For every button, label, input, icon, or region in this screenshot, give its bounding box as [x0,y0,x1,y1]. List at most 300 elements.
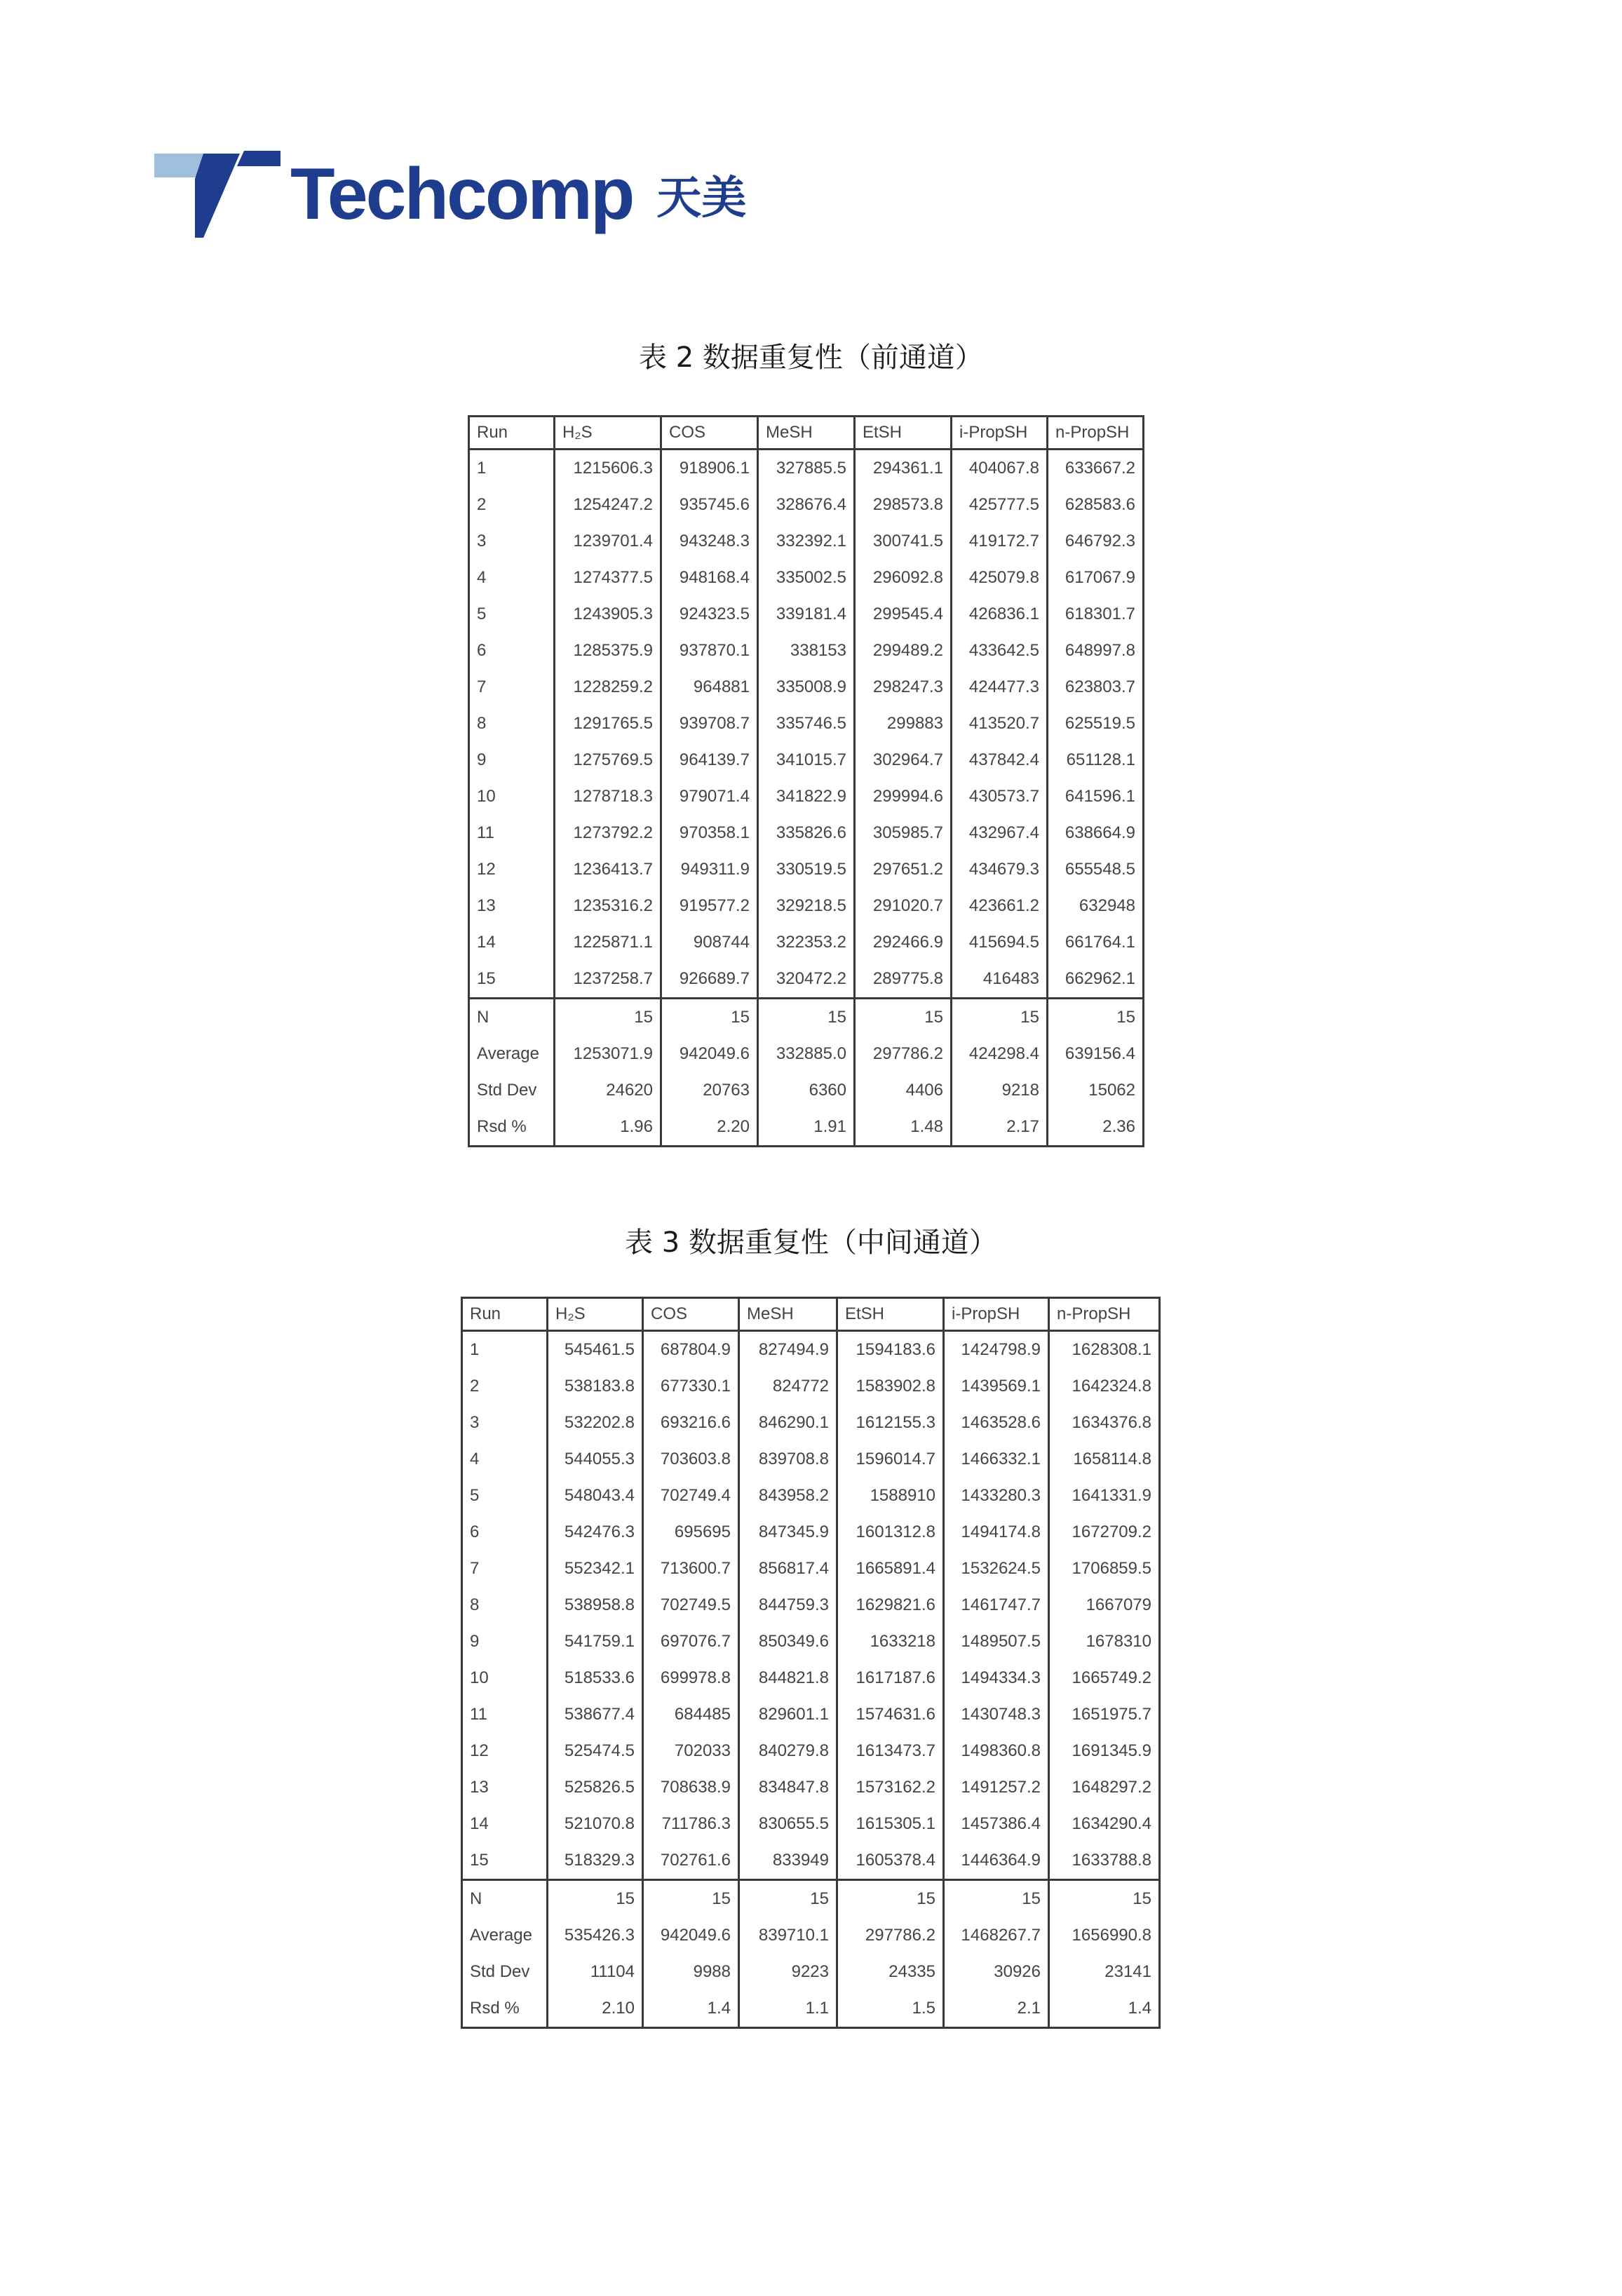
row-label-cell: 12 [462,1733,548,1769]
table-cell: 433642.5 [952,633,1048,669]
table-cell: 1228259.2 [555,669,661,705]
table-cell: 1439569.1 [944,1368,1049,1405]
table-row [462,1587,1160,1623]
table-cell: 300741.5 [855,523,952,560]
table-cell: 702749.5 [643,1587,739,1623]
table-cell: 942049.6 [661,1036,758,1072]
table-cell: 829601.1 [739,1696,837,1733]
table-cell: 641596.1 [1048,778,1144,815]
table-cell: 1491257.2 [944,1769,1049,1806]
table-cell: 1275769.5 [555,742,661,778]
table-cell: 302964.7 [855,742,952,778]
table-cell: 335002.5 [758,560,855,596]
table-cell: 1291765.5 [555,705,661,742]
table-cell: 1243905.3 [555,596,661,633]
table-cell: 416483 [952,961,1048,999]
table-cell: 1628308.1 [1049,1331,1160,1369]
table-cell: 2.1 [944,1990,1049,2028]
table-cell: 1253071.9 [555,1036,661,1072]
table-cell: 1651975.7 [1049,1696,1160,1733]
table-cell: 423661.2 [952,888,1048,924]
table-cell: 424477.3 [952,669,1048,705]
table-cell: 617067.9 [1048,560,1144,596]
table-cell: 1658114.8 [1049,1441,1160,1478]
table-row [462,1514,1160,1551]
row-label-cell: 13 [469,888,555,924]
table-cell: 518533.6 [548,1660,643,1696]
table-cell: 839708.8 [739,1441,837,1478]
table-cell: 15 [944,1880,1049,1918]
table-cell: 518329.3 [548,1842,643,1880]
table-cell: 544055.3 [548,1441,643,1478]
table-cell: 15 [1049,1880,1160,1918]
row-label-cell: N [469,999,555,1036]
row-label-cell: Rsd % [462,1990,548,2028]
table-cell: 339181.4 [758,596,855,633]
table-cell: 2.20 [661,1109,758,1147]
table-cell: 844759.3 [739,1587,837,1623]
table-cell: 15 [1048,999,1144,1036]
table-cell: 1588910 [837,1478,944,1514]
column-header: i-PropSH [952,417,1048,450]
table-cell: 542476.3 [548,1514,643,1551]
table-cell: 1239701.4 [555,523,661,560]
table-cell: 846290.1 [739,1405,837,1441]
row-label-cell: 11 [469,815,555,851]
table-cell: 1633218 [837,1623,944,1660]
table-cell: 297786.2 [837,1917,944,1954]
table-cell: 1617187.6 [837,1660,944,1696]
table-cell: 425079.8 [952,560,1048,596]
table-cell: 935745.6 [661,487,758,523]
techcomp-logo-icon [154,151,281,238]
row-label-cell: Std Dev [462,1954,548,1990]
table-cell: 919577.2 [661,888,758,924]
table-row [469,487,1144,523]
table-row [462,1478,1160,1514]
table-cell: 15 [548,1880,643,1918]
table-cell: 834847.8 [739,1769,837,1806]
table-cell: 2.36 [1048,1109,1144,1147]
table-cell: 299545.4 [855,596,952,633]
table3 [461,1297,1161,2029]
stats-row [469,1036,1144,1072]
table-cell: 1678310 [1049,1623,1160,1660]
table-cell: 833949 [739,1842,837,1880]
table-cell: 15062 [1048,1072,1144,1109]
table-cell: 618301.7 [1048,596,1144,633]
table-cell: 702033 [643,1733,739,1769]
table-row [462,1441,1160,1478]
table-cell: 633667.2 [1048,450,1144,487]
table-row [469,961,1144,999]
table-cell: 341822.9 [758,778,855,815]
table-cell: 1463528.6 [944,1405,1049,1441]
table-row [469,560,1144,596]
table-row [469,669,1144,705]
table-cell: 1629821.6 [837,1587,944,1623]
table-cell: 9223 [739,1954,837,1990]
column-header: MeSH [758,417,855,450]
table-cell: 638664.9 [1048,815,1144,851]
row-label-cell: 9 [462,1623,548,1660]
row-label-cell: 7 [462,1551,548,1587]
table-cell: 847345.9 [739,1514,837,1551]
column-header: COS [661,417,758,450]
table-cell: 827494.9 [739,1331,837,1369]
stats-row [469,999,1144,1036]
row-label-cell: 3 [462,1405,548,1441]
table-cell: 538677.4 [548,1696,643,1733]
table-cell: 1274377.5 [555,560,661,596]
table-cell: 298247.3 [855,669,952,705]
table-cell: 305985.7 [855,815,952,851]
table-cell: 949311.9 [661,851,758,888]
table-cell: 1615305.1 [837,1806,944,1842]
row-label-cell: 3 [469,523,555,560]
table-cell: 830655.5 [739,1806,837,1842]
table-cell: 625519.5 [1048,705,1144,742]
table-row [462,1660,1160,1696]
table-cell: 1468267.7 [944,1917,1049,1954]
column-header: i-PropSH [944,1298,1049,1331]
table-cell: 548043.4 [548,1478,643,1514]
table-cell: 545461.5 [548,1331,643,1369]
table-cell: 538183.8 [548,1368,643,1405]
table-cell: 2.10 [548,1990,643,2028]
table-cell: 335746.5 [758,705,855,742]
table-row [469,888,1144,924]
table-cell: 415694.5 [952,924,1048,961]
stats-row [469,1072,1144,1109]
table-cell: 1656990.8 [1049,1917,1160,1954]
table-cell: 299994.6 [855,778,952,815]
table-cell: 1594183.6 [837,1331,944,1369]
table-cell: 918906.1 [661,450,758,487]
table-row [469,742,1144,778]
table-cell: 541759.1 [548,1623,643,1660]
table-cell: 1446364.9 [944,1842,1049,1880]
table-cell: 824772 [739,1368,837,1405]
table-cell: 702749.4 [643,1478,739,1514]
row-label-cell: 4 [462,1441,548,1478]
table-cell: 1.5 [837,1990,944,2028]
table-cell: 292466.9 [855,924,952,961]
logo-brand-text: Techcomp [290,153,633,235]
table-cell: 289775.8 [855,961,952,999]
table-cell: 327885.5 [758,450,855,487]
table-cell: 15 [661,999,758,1036]
table-row [469,924,1144,961]
table-cell: 330519.5 [758,851,855,888]
row-label-cell: 1 [462,1331,548,1369]
table-cell: 1424798.9 [944,1331,1049,1369]
table-cell: 1706859.5 [1049,1551,1160,1587]
stats-row [462,1917,1160,1954]
table-cell: 1236413.7 [555,851,661,888]
table-cell: 335826.6 [758,815,855,851]
row-label-cell: 7 [469,669,555,705]
table-cell: 1613473.7 [837,1733,944,1769]
table-cell: 693216.6 [643,1405,739,1441]
table-row [469,596,1144,633]
table-cell: 651128.1 [1048,742,1144,778]
row-label-cell: 4 [469,560,555,596]
table-cell: 697076.7 [643,1623,739,1660]
table-cell: 924323.5 [661,596,758,633]
table-row [462,1405,1160,1441]
table-cell: 1254247.2 [555,487,661,523]
table-cell: 1648297.2 [1049,1769,1160,1806]
table-cell: 430573.7 [952,778,1048,815]
table-cell: 291020.7 [855,888,952,924]
table-row [462,1331,1160,1369]
table-cell: 426836.1 [952,596,1048,633]
table-cell: 970358.1 [661,815,758,851]
table-cell: 1235316.2 [555,888,661,924]
table-cell: 419172.7 [952,523,1048,560]
table-cell: 1278718.3 [555,778,661,815]
table-cell: 684485 [643,1696,739,1733]
stats-row [462,1880,1160,1918]
table-cell: 1573162.2 [837,1769,944,1806]
row-label-cell: 2 [469,487,555,523]
table-cell: 939708.7 [661,705,758,742]
table-cell: 632948 [1048,888,1144,924]
table-row [462,1769,1160,1806]
table-cell: 711786.3 [643,1806,739,1842]
table-cell: 623803.7 [1048,669,1144,705]
table-cell: 525826.5 [548,1769,643,1806]
table-cell: 434679.3 [952,851,1048,888]
column-header: COS [643,1298,739,1331]
table-cell: 661764.1 [1048,924,1144,961]
table-cell: 839710.1 [739,1917,837,1954]
table-cell: 338153 [758,633,855,669]
table-cell: 329218.5 [758,888,855,924]
row-label-cell: N [462,1880,548,1918]
table2 [468,415,1144,1147]
table-cell: 1.1 [739,1990,837,2028]
table-cell: 840279.8 [739,1733,837,1769]
table-cell: 1634290.4 [1049,1806,1160,1842]
table-cell: 15 [855,999,952,1036]
table-cell: 4406 [855,1072,952,1109]
stats-row [469,1109,1144,1147]
table-cell: 1466332.1 [944,1441,1049,1478]
row-label-cell: 6 [462,1514,548,1551]
table-cell: 964881 [661,669,758,705]
row-label-cell: 2 [462,1368,548,1405]
table-cell: 1642324.8 [1049,1368,1160,1405]
table2-caption: 表 2 数据重复性（前通道） [639,342,983,374]
table-header-row [462,1298,1160,1331]
table-cell: 15 [739,1880,837,1918]
table-cell: 856817.4 [739,1551,837,1587]
table-row [469,815,1144,851]
table-cell: 6360 [758,1072,855,1109]
table-cell: 332392.1 [758,523,855,560]
table-cell: 1532624.5 [944,1551,1049,1587]
table-cell: 322353.2 [758,924,855,961]
column-header: H₂S [548,1298,643,1331]
table-cell: 1.48 [855,1109,952,1147]
table-cell: 1461747.7 [944,1587,1049,1623]
table-cell: 1285375.9 [555,633,661,669]
table-row [469,778,1144,815]
table-cell: 942049.6 [643,1917,739,1954]
table-cell: 2.17 [952,1109,1048,1147]
table-cell: 535426.3 [548,1917,643,1954]
table-row [462,1806,1160,1842]
table-cell: 1672709.2 [1049,1514,1160,1551]
table-cell: 294361.1 [855,450,952,487]
table-cell: 1.96 [555,1109,661,1147]
table-cell: 1237258.7 [555,961,661,999]
table-cell: 662962.1 [1048,961,1144,999]
table-cell: 296092.8 [855,560,952,596]
table-cell: 20763 [661,1072,758,1109]
table-cell: 1430748.3 [944,1696,1049,1733]
table-cell: 15 [952,999,1048,1036]
table-cell: 24620 [555,1072,661,1109]
table-cell: 1273792.2 [555,815,661,851]
row-label-cell: 5 [469,596,555,633]
table-cell: 1.4 [643,1990,739,2028]
row-label-cell: 14 [462,1806,548,1842]
table-row [469,705,1144,742]
table-cell: 648997.8 [1048,633,1144,669]
table-cell: 948168.4 [661,560,758,596]
table-header-row [469,417,1144,450]
table-cell: 437842.4 [952,742,1048,778]
table-cell: 1215606.3 [555,450,661,487]
table-row [469,450,1144,487]
column-header: Run [462,1298,548,1331]
table-cell: 695695 [643,1514,739,1551]
row-label-cell: 1 [469,450,555,487]
table-cell: 1612155.3 [837,1405,944,1441]
table-cell: 413520.7 [952,705,1048,742]
column-header: EtSH [855,417,952,450]
table-row [462,1696,1160,1733]
table-cell: 1498360.8 [944,1733,1049,1769]
table-cell: 1641331.9 [1049,1478,1160,1514]
row-label-cell: 15 [469,961,555,999]
table-cell: 299489.2 [855,633,952,669]
table-cell: 926689.7 [661,961,758,999]
table-cell: 937870.1 [661,633,758,669]
table-cell: 335008.9 [758,669,855,705]
table-cell: 1634376.8 [1049,1405,1160,1441]
table-cell: 1596014.7 [837,1441,944,1478]
table-cell: 628583.6 [1048,487,1144,523]
table-cell: 538958.8 [548,1587,643,1623]
logo-chinese-text: 天美 [656,173,747,224]
table-cell: 908744 [661,924,758,961]
table-cell: 844821.8 [739,1660,837,1696]
table-cell: 424298.4 [952,1036,1048,1072]
table-cell: 713600.7 [643,1551,739,1587]
table-cell: 328676.4 [758,487,855,523]
table-cell: 1665749.2 [1049,1660,1160,1696]
row-label-cell: 11 [462,1696,548,1733]
table-cell: 432967.4 [952,815,1048,851]
table-cell: 639156.4 [1048,1036,1144,1072]
table-cell: 677330.1 [643,1368,739,1405]
column-header: n-PropSH [1048,417,1144,450]
table-cell: 1489507.5 [944,1623,1049,1660]
row-label-cell: 8 [462,1587,548,1623]
table3-caption: 表 3 数据重复性（中间通道） [625,1227,997,1259]
table-cell: 11104 [548,1954,643,1990]
table-cell: 850349.6 [739,1623,837,1660]
table-cell: 341015.7 [758,742,855,778]
table-cell: 1433280.3 [944,1478,1049,1514]
table-cell: 425777.5 [952,487,1048,523]
row-label-cell: 8 [469,705,555,742]
table-cell: 1601312.8 [837,1514,944,1551]
column-header: n-PropSH [1049,1298,1160,1331]
company-logo [154,149,746,240]
row-label-cell: Average [462,1917,548,1954]
table-cell: 297786.2 [855,1036,952,1072]
row-label-cell: 10 [462,1660,548,1696]
table-cell: 332885.0 [758,1036,855,1072]
table-cell: 320472.2 [758,961,855,999]
row-label-cell: Std Dev [469,1072,555,1109]
table-cell: 702761.6 [643,1842,739,1880]
table-cell: 1665891.4 [837,1551,944,1587]
table-row [462,1551,1160,1587]
row-label-cell: 13 [462,1769,548,1806]
table-cell: 525474.5 [548,1733,643,1769]
row-label-cell: 12 [469,851,555,888]
table-cell: 1633788.8 [1049,1842,1160,1880]
row-label-cell: 10 [469,778,555,815]
table-row [462,1842,1160,1880]
table-cell: 1225871.1 [555,924,661,961]
table-cell: 1494334.3 [944,1660,1049,1696]
table-cell: 9988 [643,1954,739,1990]
table-cell: 299883 [855,705,952,742]
row-label-cell: 14 [469,924,555,961]
table-row [469,523,1144,560]
row-label-cell: Average [469,1036,555,1072]
table-cell: 552342.1 [548,1551,643,1587]
table-cell: 655548.5 [1048,851,1144,888]
stats-row [462,1954,1160,1990]
table-cell: 964139.7 [661,742,758,778]
table-cell: 30926 [944,1954,1049,1990]
table-cell: 15 [837,1880,944,1918]
table-cell: 1.91 [758,1109,855,1147]
table-cell: 1457386.4 [944,1806,1049,1842]
table-cell: 843958.2 [739,1478,837,1514]
table-cell: 699978.8 [643,1660,739,1696]
column-header: MeSH [739,1298,837,1331]
row-label-cell: Rsd % [469,1109,555,1147]
table-cell: 943248.3 [661,523,758,560]
table-cell: 24335 [837,1954,944,1990]
row-label-cell: 5 [462,1478,548,1514]
table-cell: 297651.2 [855,851,952,888]
column-header: Run [469,417,555,450]
table-cell: 9218 [952,1072,1048,1109]
table-cell: 1574631.6 [837,1696,944,1733]
table-cell: 1667079 [1049,1587,1160,1623]
table-cell: 1605378.4 [837,1842,944,1880]
